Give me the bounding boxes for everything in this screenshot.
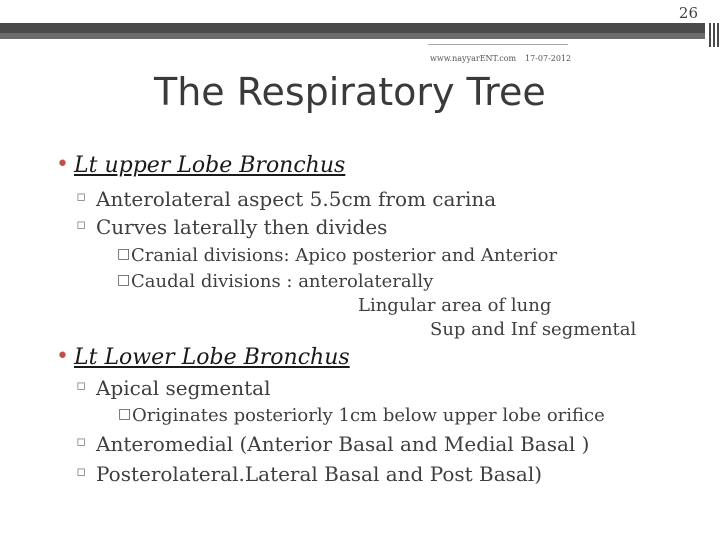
upper-lobe-heading xyxy=(74,153,345,178)
lower-point-3: ▫ Posterolateral.Lateral Basal and Post Basal) xyxy=(96,462,542,486)
upper-continuation-1: Lingular area of lung xyxy=(358,295,552,316)
header-bar-accent xyxy=(0,33,705,39)
lower-point-2: ▫ Anteromedial (Anterior Basal and Medial Basal ) xyxy=(96,432,589,456)
page-number: 26 xyxy=(678,4,698,22)
header-divider xyxy=(428,44,568,45)
header-stripe-decoration xyxy=(709,23,720,47)
upper-lobe-heading-text: Lt upper Lobe Bronchus xyxy=(74,153,346,178)
upper-point-2: ▫ Curves laterally then divides xyxy=(96,215,387,239)
lower-point-1: ▫ Apical segmental xyxy=(96,376,270,400)
lower-lobe-heading-text: Lt Lower Lobe Bronchus xyxy=(74,345,350,370)
footer-url: www.nayyarENT.com xyxy=(430,54,517,63)
upper-point-1: ▫ Anterolateral aspect 5.5cm from carina xyxy=(96,187,496,211)
footer-date: 17-07-2012 xyxy=(525,54,572,63)
lower-sub-point: □ Originates posteriorly 1cm below upper lobe orifice xyxy=(132,405,605,426)
slide-title: The Respiratory Tree xyxy=(154,70,546,114)
upper-sub-point-1: □ Cranial divisions: Apico posterior and Anterior xyxy=(131,245,557,266)
upper-sub-point-2: □ Caudal divisions : anterolaterally xyxy=(131,271,433,292)
upper-continuation-2: Sup and Inf segmental xyxy=(430,319,637,340)
lower-lobe-heading xyxy=(74,345,350,370)
